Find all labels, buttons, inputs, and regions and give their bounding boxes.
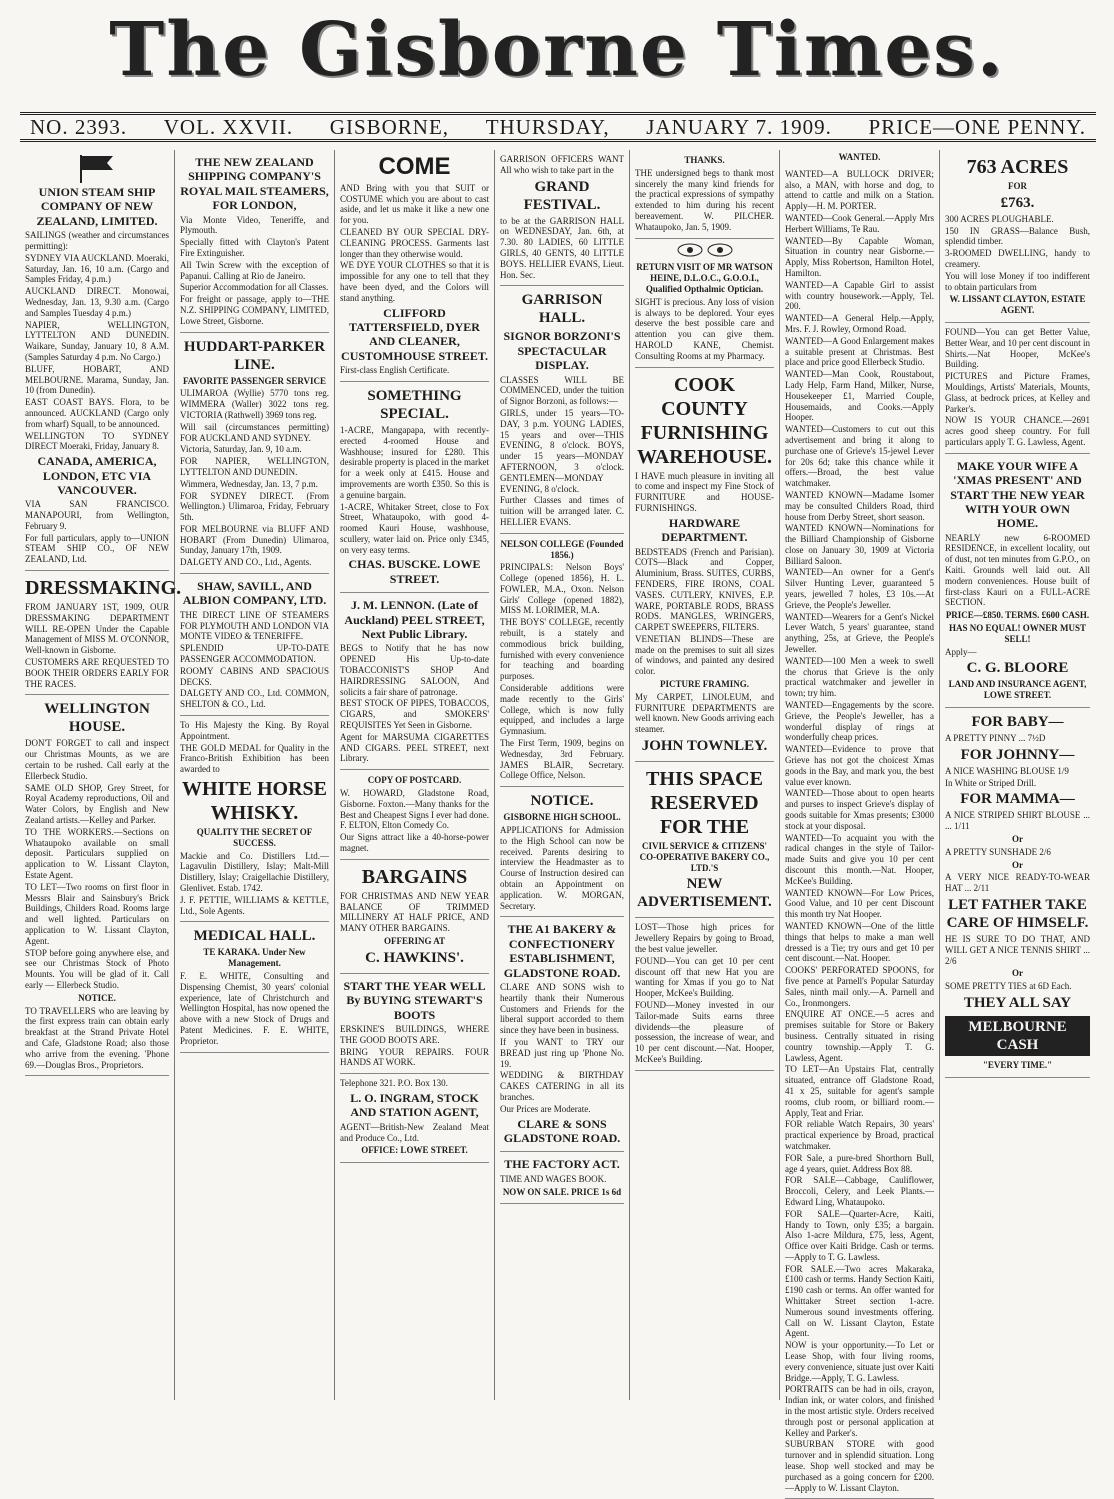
xmas-bargains: FOR CHRISTMAS AND NEW YEAR BALANCE OF TRIMMED MILLINERY AT HALF PRICE, AND MANY OTHER BARGAINS.	[340, 890, 489, 934]
lennon-ad	[340, 593, 489, 770]
melbourne-cash: MELBOURNE CASH	[945, 1016, 1090, 1056]
hp-vic: Victoria, Saturday, Jan. 9, 10 a.m.	[180, 444, 302, 455]
ingram: L. O. INGRAM, STOCK AND STATION AGENT,	[350, 1090, 479, 1120]
wanted-10: WANTED KNOWN—Nominations for the Billiard Championship of Gisborne close on January 30, 1909 at Victoria Billiard Saloon.	[785, 523, 934, 566]
cooks-spoons: COOKS' PERFORATED SPOONS, for five pence at Parnell's Popular Saturday Sales, ninth mail only.—A. Parnell and Co., Ironmongers.	[785, 965, 934, 1008]
shaw-savill-ad	[180, 574, 329, 716]
hall: GARRISON HALL.	[521, 292, 603, 327]
wanted-5: WANTED—A General Help.—Apply, Mrs. F. J. Rowley, Ormond Road.	[785, 313, 934, 334]
usc-canada: CANADA, AMERICA, LONDON, ETC VIA VANCOUVER.	[37, 454, 157, 497]
wanted-9: WANTED KNOWN—Madame Isomer may be consulted Childers Road, third house from Derby Street, short season.	[785, 489, 934, 522]
column-3	[335, 150, 495, 1400]
clifford: CLIFFORD TATTERSFIELD, DYER AND CLEANER, CUSTOMHOUSE STREET.	[341, 305, 488, 363]
newspaper-title: The Gisborne Times.	[109, 7, 1005, 93]
portraits: PORTRAITS can be had in oils, crayon, Indian ink, or water colors, and finished in the most artistic style. Orders received through post or personal application at Kelley and Parker's.	[785, 1384, 934, 1438]
or-1: Or	[1012, 834, 1023, 845]
hardware-text: BEDSTEADS (French and Parisian). COTS—Black and Copper, Aluminium, Brass. SUITES, CURBS, FENDERS, FIRE IRONS, COAL VASES. CUTLERY, KNIVES, E.P. WARE, PORTABLE RODS, BRASS RODS. MANGLES, WRINGERS, CARPET SWEEPERS, FILTERS.	[635, 546, 774, 633]
sa-agents: DALGETY AND CO., Ltd. COMMON, SHELTON & CO., Ltd.	[180, 688, 329, 710]
thanks-text: THE undersigned begs to thank most sincerely the many kind friends for the practical expressions of sympathy extended to him during his recent bereavement. W. PILCHER. Whataupoko, Jan. 5, 1909.	[635, 167, 774, 232]
now-opportunity: NOW is your opportunity.—To Let or Lease Shop, with four living rooms, every convenience, situate just over Kaiti Bridge.—Apply, T. G. Lawless.	[785, 1340, 934, 1383]
nz-title: THE NEW ZEALAND SHIPPING COMPANY'S ROYAL MAIL STEAMERS, FOR LONDON,	[180, 155, 329, 213]
hp-service: FAVORITE PASSENGER SERVICE	[182, 375, 327, 386]
wanted-list	[785, 165, 934, 1499]
travellers: TO TRAVELLERS who are leaving by the first express train can obtain early breakfast at the Strand Private Hotel and Cafe, Gladstone Road; also those who arrive from the evening. 'Phone 69.—Douglas Bros., Proprietors.	[25, 1005, 169, 1070]
postcard-title: COPY OF POSTCARD.	[367, 775, 462, 786]
nz-twin: All Twin Screw with the exception of Papanui. Calling at Rio de Janeiro.	[180, 259, 329, 281]
civil-service: CIVIL SERVICE & CITIZENS' CO-OPERATIVE BAKERY CO., LTD.'S	[639, 841, 770, 873]
usc-p6: WELLINGTON TO SYDNEY DIRECT Moeraki, Friday, January 8.	[25, 430, 169, 452]
high-school-ad	[500, 787, 624, 917]
nelson-college-ad	[500, 534, 624, 788]
wanted-6: WANTED—A Good Enlargement makes a suitable present at Christmas. Best place and price good Ellerbeck Studio.	[785, 335, 934, 368]
volume: VOL. XXVII.	[163, 114, 294, 139]
wanted-14: WANTED—Engagements by the score. Grieve, the People's Jeweller, has a wonderful display of rings at wonderfully cheap prices.	[785, 700, 934, 743]
wanted-2: WANTED—Cook General.—Apply Mrs Herbert Williams, Te Rau.	[785, 212, 934, 234]
wh-2: SAME OLD SHOP, Grey Street, for Royal Academy reproductions, Oil and Water Colors, by English and New Zealand artists.—Kelley and Parker.	[25, 782, 169, 826]
dressmaking-customers: CUSTOMERS ARE REQUESTED TO BOOK THEIR ORDERS EARLY FOR THE RACES.	[25, 657, 169, 689]
mamma: FOR MAMMA—	[960, 791, 1075, 808]
sale-3: FOR SALE—Quarter-Acre, Kaiti, Handy to Town, only £35; a bargain. Also 1-acre Mildura, £75, less, Agent, Office over Kaiti Bridge. Cash or terms.—Apply to T. G. Lawless.	[785, 1208, 934, 1262]
carpet: My CARPET, LINOLEUM, and FURNITURE DEPARTMENTS are well known. New Goods arriving each steamer.	[635, 691, 774, 735]
something-special-ad	[340, 382, 489, 593]
whisky-quality: QUALITY THE SECRET OF SUCCESS.	[196, 827, 313, 848]
usc-p5: EAST COAST BAYS. Flora, to be announced. AUCKLAND (Cargo only from wharf) Squall, to be announced.	[25, 397, 169, 429]
wellington-house-ad	[25, 695, 169, 1076]
bargains-ad	[340, 860, 489, 974]
sa-spl: SPLENDID UP-TO-DATE PASSENGER ACCOMMODATION.	[180, 643, 329, 665]
marsuma: Agent for MARSUMA CIGARETTES AND CIGARS. PEEL STREET, next Library.	[340, 731, 489, 764]
wanted-1: WANTED—A BULLOCK DRIVER; also, a MAN, with horse and dog, to attend to cattle and milk on a Station. Apply—H. M. PORTER.	[785, 168, 934, 212]
signs: Our Signs attract like a 40-horse-power magnet.	[340, 832, 489, 853]
bloore: C. G. BLOORE	[966, 660, 1069, 677]
wanted-12: WANTED—Wearers for a Gent's Nickel Lever Watch, 5 years' guarantee, stand anything, 25s, at Grieve, the People's Jeweller.	[785, 611, 934, 655]
sight: SIGHT is precious. Any loss of vision is always to be deplored. Your eyes deserve the best possible care and attention you can give them. HAROLD KANE, Chemist. Consulting Rooms at my Pharmacy.	[635, 296, 774, 361]
townley: JOHN TOWNLEY.	[641, 738, 768, 755]
cook-county-ad	[635, 368, 774, 763]
lennon: J. M. LENNON. (Late of Auckland) PEEL STREET, Next Public Library.	[344, 598, 485, 642]
cook-text: I HAVE much pleasure in inviting all to come and inspect my Fine Stock of FURNITURE and HOUSE-FURNISHINGS.	[635, 470, 774, 513]
wanted-18: WANTED KNOWN—For Low Prices, Good Value, and 10 per cent Discount this month try Nat Hooper.	[785, 887, 934, 920]
dressmaking-ad	[25, 571, 182, 695]
white-horse-ad	[180, 716, 329, 922]
clayton: W. LISSANT CLAYTON, ESTATE AGENT.	[949, 294, 1086, 316]
bloore-sub: LAND AND INSURANCE AGENT, LOWE STREET.	[948, 679, 1087, 701]
come-ad	[340, 150, 489, 382]
special-title: SOMETHING SPECIAL.	[367, 387, 462, 422]
acres-ad	[945, 150, 1090, 323]
wanted-13: WANTED—100 Men a week to swell the chorus that Grieve is the only practical watchmaker and jeweller in town; try him.	[785, 655, 934, 699]
borzoni: SIGNOR BORZONI'S SPECTACULAR DISPLAY.	[503, 329, 621, 373]
wanted-4: WANTED—A Capable Girl to assist with country housework.—Apply, Tel. 200.	[785, 279, 934, 312]
festival: GRAND FESTIVAL.	[523, 178, 601, 213]
flag-icon	[77, 153, 117, 183]
cook-title: COOK COUNTY FURNISHING WAREHOUSE.	[636, 373, 773, 468]
column-2	[175, 150, 335, 1400]
wanted-8: WANTED—Customers to cut out this advertisement and bring it along to purchase one of Grieve's 15-jewel Lever for 20s 6d; take this chance while it offers.—Broad, the best value watchmaker.	[785, 424, 934, 489]
festival-text: to be at the GARRISON HALL on WEDNESDAY, Jan. 6th, at 7.30. 80 LADIES, 60 LITTLE GIRLS, 40 GENTS, 40 LITTLE BOYS. HELLIER EVANS, Lieut. Hon. Sec.	[500, 215, 624, 280]
price: PRICE—ONE PENNY.	[868, 114, 1086, 139]
hp-syd: FOR SYDNEY DIRECT. (From Wellington.) Ulimaroa, Friday, February 5th.	[180, 490, 329, 523]
prices: Our Prices are Moderate.	[500, 1103, 591, 1114]
nz-via: Via Monte Video, Teneriffe, and Plymouth.	[180, 214, 329, 236]
masthead	[0, 0, 1114, 100]
wh-4: TO LET—Two rooms on first floor in Messrs Blair and Sainsbury's Brick Buildings, Childers Road. Rooms large and well lighted. Particulars on application to W. Lissant Clayton, Agent.	[25, 881, 169, 946]
sale-4: FOR SALE.—Two acres Makaraka, £100 cash or terms. Handy Section Kaiti, £190 cash or terms. An offer wanted for Whittaker Street section 1-acre. Numerous sound investments offering. Call on W. Lissant Clayton, Estate Agent.	[785, 1263, 934, 1339]
nz-shipping-ad	[180, 150, 329, 333]
dressmaking-title: DRESSMAKING.	[25, 577, 182, 600]
usc-full: For full particulars, apply to—UNION STEAM SHIP CO., OF NEW ZEALAND, Ltd.	[25, 532, 169, 565]
hp-ships: ULIMAROA (Wyllie) 5770 tons reg. WIMMERA (Waller) 3022 tons reg. VICTORIA (Rathwell) 3969 tons reg.	[180, 388, 329, 420]
begs: BEGS to Notify that he has now OPENED His Up-to-date TOBACCONIST'S SHOP And HAIRDRESSING SALOON, And solicits a fair share of patronage.	[340, 643, 489, 697]
apply: Apply—	[945, 646, 977, 657]
shirt-blouse: A NICE STRIPED SHIRT BLOUSE ... ... 1/11	[945, 810, 1090, 832]
weekday: THURSDAY,	[485, 114, 610, 139]
additions: Considerable additions were made recently to the Girls' College, which is now fully equipped, and includes a large Gymnasium.	[500, 683, 624, 737]
chance: NOW IS YOUR CHANCE.—2691 acres good sheep country. For full particulars apply T. G. Lawless, Agent.	[945, 415, 1090, 447]
column-7	[940, 150, 1095, 1400]
principals: PRINCIPALS: Nelson Boys' College (opened 1856), H. L. FOWLER, M.A., Oxon. Nelson Girls' College (opened 1882), MISS M. LORIMER, M.A.	[500, 562, 624, 616]
mh-title: MEDICAL HALL.	[193, 928, 316, 945]
issue-number: NO. 2393.	[30, 114, 128, 139]
dwelling: 3-ROOMED DWELLING, handy to creamery.	[945, 248, 1090, 269]
reserved-ad	[635, 762, 774, 918]
ghs-text: APPLICATIONS for Admission to the High School can now be received. Parents desiring to interview the Headmaster as to Course of Instruction desired can obtain an Appointment on application. W. MORGAN, Secretary.	[500, 825, 624, 911]
column-1	[20, 150, 182, 1400]
clare-sons: CLARE & SONS GLADSTONE ROAD.	[503, 1116, 621, 1145]
every-time: "EVERY TIME."	[982, 1060, 1053, 1070]
usc-sf: VIA SAN FRANCISCO. MANAPOURI, from Wellington, February 9.	[25, 499, 169, 531]
factory: THE FACTORY ACT.	[504, 1157, 620, 1172]
union-steam-ad	[25, 150, 169, 571]
special-1: 1-ACRE, Mangapapa, with recently-erected 4-roomed House and Washhouse; insured for £280. This desirable property is placed in the market for a week only at £415. House and improvements are worth £350. So this is a genuine bargain.	[340, 424, 489, 500]
ingram-ad	[340, 1074, 489, 1163]
issue-date: JANUARY 7. 1909.	[646, 114, 832, 139]
howard: W. HOWARD, Gladstone Road, Gisborne. Foxton.—Many thanks for the Best and Cheapest Signs I ever had done. F. ELTON, Elton Comedy Co.	[340, 788, 489, 831]
buscke: CHAS. BUSCKE. LOWE STREET.	[348, 557, 481, 586]
hp-nap: FOR NAPIER, WELLINGTON, LYTTELTON AND DUNEDIN.	[180, 456, 329, 477]
no-equal: HAS NO EQUAL! OWNER MUST SELL!	[948, 623, 1086, 644]
wanted-17: WANTED—To acquaint you with the radical changes in the style of Tailor-made Suits and give you 10 per cent discount this month.—Nat. Hooper, McKee's Building.	[785, 832, 934, 886]
girls: GIRLS, under 15 years—TO-DAY, 3 p.m. YOUNG LADIES, 15 years and over—THIS EVENING, 8 o'clock. BOYS, under 15 years—MONDAY AFTERNOON, 3 o'clock. GENTLEMEN—MONDAY EVENING, 8 o'clock.	[500, 407, 624, 494]
wanted-3: WANTED—By Capable Woman, Situation in country near Gisborne.—Apply, Miss Robertson, Hamilton Hotel, Hamilton.	[785, 235, 934, 278]
wanted-16: WANTED—Those about to open hearts and purses to inspect Grieve's display of goods suitable for Xmas presents; £3000 stock at your disposal.	[785, 788, 934, 831]
family-ad	[945, 708, 1090, 1078]
pinny: A PRETTY PINNY ... 7½D	[945, 733, 1046, 744]
repairs: BRING YOUR REPAIRS. FOUR HANDS AT WORK.	[340, 1046, 489, 1068]
hawkins: C. HAWKINS'.	[365, 949, 464, 966]
they-all-say: THEY ALL SAY	[963, 995, 1072, 1011]
baby: FOR BABY—	[971, 714, 1064, 731]
royal: To His Majesty the King. By Royal Appointment.	[180, 720, 329, 741]
space-reserved: THIS SPACE RESERVED FOR THE	[646, 768, 763, 839]
wedding: WEDDING & BIRTHDAY CAKES CATERING in all its branches.	[500, 1070, 624, 1102]
thanks: THANKS.	[684, 155, 725, 165]
further: Further Classes and times of tuition will be arranged later. C. HELLIER EVANS.	[500, 495, 624, 527]
hp-agents: DALGETY AND CO., Ltd., Agents.	[180, 557, 312, 568]
framing: PICTURE FRAMING.	[660, 679, 749, 690]
pettie: J. F. PETTIE, WILLIAMS & KETTLE, Ltd., Sole Agents.	[180, 894, 329, 916]
hp-wim: Wimmera, Wednesday, Jan. 13, 7 p.m.	[180, 478, 318, 489]
gold-medal: THE GOLD MEDAL for Quality in the Franco-British Exhibition has been awarded to	[180, 742, 329, 775]
sa-text: THE DIRECT LINE OF STEAMERS FOR PLYMOUTH AND LONDON VIA MONTE VIDEO & TENERIFFE.	[180, 609, 329, 642]
sunshade: A PRETTY SUNSHADE 2/6	[945, 846, 1051, 857]
hp-mel: FOR MELBOURNE via BLUFF AND HOBART (From Dunedin) Ulimaroa, Sunday, January 17th, 1909.	[180, 523, 329, 556]
sa-rooms: ROOMY CABINS AND SPACIOUS DECKS.	[180, 665, 329, 687]
tennis-shirt: HE IS SURE TO DO THAT, AND WILL GET A NICE TENNIS SHIRT ... 2/6	[945, 934, 1090, 966]
sa-title: SHAW, SAVILL, AND ALBION COMPANY, LTD.	[182, 579, 327, 608]
father: LET FATHER TAKE CARE OF HIMSELF.	[946, 897, 1089, 932]
wanted-7: WANTED—Man Cook, Roustabout, Lady Help, Farm Hand, Milker, Nurse, Housekeeper £1, Married Couple, Housemaids, and Cooks.—Apply Hooper.	[785, 369, 934, 423]
cleaned: CLEANED BY OUR SPECIAL DRY-CLEANING PROCESS. Garments last longer than they otherwise would.	[340, 226, 489, 259]
found-2: FOUND—Money invested in our Tailor-made Suits earns three dividends—the pleasure of possession, the increase of wear, and 10 per cent discount.—Nat. Hooper, McKee's Building.	[635, 1000, 774, 1065]
column-6	[780, 150, 940, 1493]
dye: WE DYE YOUR CLOTHES so that it is impossible for any one to tell that they have been dyed, and the Colors will stand anything.	[340, 260, 489, 303]
nearly-new: NEARLY new 6-ROOMED RESIDENCE, in excellent locality, out of dust, not ten minutes from G.P.O., on Kaiti. Grounds well laid out. All modern conveniences. House built of first-class Kauri on a FULL-ACRE SECTION.	[945, 532, 1090, 608]
wages: TIME AND WAGES BOOK.	[500, 1173, 607, 1184]
classes: CLASSES WILL BE COMMENCED, under the tuition of Signor Borzoni, as follows:—	[500, 374, 624, 407]
clare: CLARE AND SONS wish to heartily thank their Numerous Customers and Friends for the liberal support accorded to them since they have been in business.	[500, 981, 624, 1036]
bread: If you WANT to TRY our BREAD just ring up 'Phone No. 19.	[500, 1036, 624, 1069]
return-visit: RETURN VISIT OF MR WATSON HEINE, D.L.O.C., G.O.O.I., Qualified Opthalmic Optician.	[636, 262, 773, 294]
now-on-sale: NOW ON SALE. PRICE 1s 6d	[502, 1186, 622, 1197]
acres-price: £763.	[1000, 194, 1035, 211]
offering: OFFERING AT	[383, 935, 446, 946]
mackie: Mackie and Co. Distillers Ltd.—Lagavulin Distillery, Islay; Malt-Mill Distillery, Islay; Craigellachie Distillery, Glenlivet. Estab. 1742.	[180, 850, 329, 893]
wanted-11: WANTED—An owner for a Gent's Silver Hunting Lever, guaranteed 5 years, jewelled 7 holes, £3 10s.—At Grieve, the People's Jeweller.	[785, 567, 934, 610]
found-shirts: FOUND—You can get Better Value, Better Wear, and 10 per cent discount in Shirts.—Nat Hooper, McKee's Building.	[945, 326, 1090, 370]
column-4	[495, 150, 630, 1400]
nz-fitted: Specially fitted with Clayton's Patent Fire Extinguisher.	[180, 237, 329, 258]
wanted-19: WANTED KNOWN—One of the little things that helps to make a man well dressed is a Tie; try ours and get 10 per cent discount.—Nat. Hooper.	[785, 920, 934, 964]
stewart-boots-ad	[340, 974, 489, 1074]
place: GISBORNE,	[329, 114, 450, 139]
hp-title: HUDDART-PARKER LINE.	[183, 338, 326, 373]
usc-p4: BLUFF, HOBART, AND MELBOURNE. Marama, Sunday, Jan. 10 (from Dunedin).	[25, 363, 169, 396]
or-2: Or	[1012, 859, 1023, 870]
pictures: PICTURES and Picture Frames, Mouldings, Artists' Materials, Mounts, Glass, at bedrock prices, at Kelley and Parker's.	[945, 371, 1090, 414]
mh-sub: TE KARAKA. Under New Management.	[203, 947, 306, 969]
thanks-ad	[635, 150, 774, 239]
or-3: Or	[1012, 968, 1023, 979]
cert: First-class English Certificate.	[340, 365, 450, 376]
nz-superior: Superior Accommodation for all Classes.	[180, 282, 329, 293]
blouse-1: A NICE WASHING BLOUSE 1/9	[945, 765, 1069, 776]
erskine: ERSKINE'S BUILDINGS, WHERE THE GOOD BOOTS ARE.	[340, 1023, 489, 1045]
grass: 150 IN GRASS—Balance Bush, splendid timber.	[945, 225, 1090, 247]
wh-3: TO THE WORKERS.—Sections on Whataupoko available on small deposit. Particulars supplied on application to W. Lissant Clayton, Estate Agent.	[25, 826, 169, 880]
come-title: COME	[378, 153, 451, 180]
start-year: START THE YEAR WELL By BUYING STEWART'S BOOTS	[343, 978, 486, 1022]
wh-1: DON'T FORGET to call and inspect our Christmas Mounts, as we are certain to be rushed. Call early at the Ellerbeck Studio.	[25, 738, 169, 781]
garrison-hall-ad	[500, 286, 624, 533]
wh-5: STOP before going anywhere else, and see our Christmas Stock of Photo Mounts. You will be glad of it. Call early — Ellerbeck Studio.	[25, 947, 169, 990]
found-1: FOUND—You can get 10 per cent discount off that new Hat you are wanting for Xmas if you go to Nat Hooper, McKee's Building.	[635, 955, 774, 999]
sale-1: FOR Sale, a pure-bred Shorthorn Bull, age 4 years, quiet. Address Box 88.	[785, 1152, 934, 1174]
postcard-ad	[340, 770, 489, 860]
best-stock: BEST STOCK OF PIPES, TOBACCOS, CIGARS, and SMOKERS' REQUISITES Yet Seen in Gisborne.	[340, 698, 489, 731]
wanted-15: WANTED—Evidence to prove that Grieve has not got the choicest Xmas goods in the Bay, and mark you, the best value ever known.	[785, 744, 934, 787]
dressmaking-text: FROM JANUARY 1ST, 1909, OUR DRESSMAKING DEPARTMENT WILL RE-OPEN Under the Capable Management of MISS M. O'CONNOR, Well-known in Gisborne.	[25, 602, 169, 656]
misc-ads	[945, 323, 1090, 454]
come-text: AND Bring with you that SUIT or COSTUME which you are about to cast aside, and let us make it like a new one for you.	[340, 182, 489, 226]
ghs-notice: NOTICE.	[530, 793, 594, 810]
ingram-office: OFFICE: LOWE STREET.	[361, 1145, 468, 1156]
wife-ad	[945, 454, 1090, 708]
garrison: GARRISON OFFICERS WANT All who wish to take part in the	[500, 154, 624, 175]
nz-freight: For freight or passage, apply to—THE N.Z. SHIPPING COMPANY, LIMITED, Lowe Street, Gisborne.	[180, 294, 329, 326]
eyes-icon	[675, 242, 735, 258]
notice-title: NOTICE.	[78, 992, 116, 1003]
a1-bakery-ad	[500, 917, 624, 1152]
to-let: TO LET—An Upstairs Flat, centrally situated, entrance off Gladstone Road, 41 x 25, suitable for agent's sample rooms, club room, or billiard room.—Apply, Teat and Friar.	[785, 1064, 934, 1118]
lost: LOST—Those high prices for Jewellery Repairs by going to Broad, the best value jeweller.	[635, 922, 774, 955]
huddart-parker-ad	[180, 333, 329, 575]
optician-ad	[635, 239, 774, 368]
reliable: FOR reliable Watch Repairs, 30 years' practical experience by Broad, practical watchmaker.	[785, 1119, 934, 1151]
hp-mail: Will sail (circumstances permitting) FOR AUCKLAND AND SYDNEY.	[180, 421, 329, 443]
suburban: SUBURBAN STORE with good turnover and in splendid situation. Long lease. Shop well stocked and may be purchased as a going concern for £200.—Apply to W. Lissant Clayton.	[785, 1439, 934, 1493]
factory-act-ad	[500, 1152, 624, 1204]
special-2: 1-ACRE, Whitaker Street, close to Fox Street, Whataupoko, with good 4-roomed Kauri House, washhouse, scullery, water laid on. Price only £345, on very easy terms.	[340, 501, 489, 555]
wellington-house-title: WELLINGTON HOUSE.	[44, 701, 150, 736]
garrison-ad	[500, 150, 624, 286]
a1: THE A1 BAKERY & CONFECTIONERY ESTABLISHMENT, GLADSTONE ROAD.	[503, 922, 621, 980]
lose-money: You will lose Money if too indifferent to obtain particulars from	[945, 270, 1090, 292]
dateline	[20, 112, 1096, 142]
ingram-agent: AGENT—British-New Zealand Meat and Produce Co., Ltd.	[340, 1121, 489, 1143]
whisky-title: WHITE HORSE WHISKY.	[181, 778, 328, 825]
usc-sailings: SAILINGS (weather and circumstances permitting):	[25, 230, 169, 251]
bargains-title: BARGAINS	[361, 865, 468, 888]
ghs: GISBORNE HIGH SCHOOL.	[503, 812, 621, 823]
boys-college: THE BOYS' COLLEGE, recently rebuilt, is a stately and commodious brick building, furnished with every convenience for teaching and boarding purposes.	[500, 617, 624, 682]
johnny: FOR JOHNNY—	[960, 746, 1075, 763]
usc-p3: NAPIER, WELLINGTON, LYTTELTON AND DUNEDIN. Waikare, Sunday, January 10, 8 A.M. (Samples Saturday 4 p.m. No Cargo.)	[25, 319, 169, 362]
enquire: ENQUIRE AT ONCE.—5 acres and premises suitable for Store or Bakery business. Centrally situated in rising country township.—Apply T. G. Lawless, Agent.	[785, 1009, 934, 1063]
hat: A VERY NICE READY-TO-WEAR HAT ... 2/11	[945, 872, 1090, 894]
ties: SOME PRETTY TIES at 6D Each.	[945, 981, 1072, 992]
usc-title: UNION STEAM SHIP COMPANY OF NEW ZEALAND, LIMITED.	[36, 185, 158, 228]
column-5	[630, 150, 780, 1400]
term: The First Term, 1909, begins on Wednesday, 3rd February. JAMES BLAIR, Secretary. College Office, Nelson.	[500, 738, 624, 781]
make-wife: MAKE YOUR WIFE A 'XMAS PRESENT' AND START THE NEW YEAR WITH YOUR OWN HOME.	[950, 458, 1085, 531]
usc-p2: AUCKLAND DIRECT. Monowai, Wednesday, Jan. 13, 9.30 a.m. (Cargo and Samples Tuesday 4 p.m.)	[25, 286, 169, 318]
hardware: HARDWARE DEPARTMENT.	[661, 515, 748, 545]
ingram-tel: Telephone 321. P.O. Box 130.	[340, 1078, 448, 1089]
acres-for: FOR	[1008, 181, 1027, 191]
sale-2: FOR SALE—Cabbage, Cauliflower, Broccoli, Celery, and Leek Plants.—Edward Ling, Whataupoko.	[785, 1175, 934, 1207]
usc-p1: SYDNEY VIA AUCKLAND. Moeraki, Saturday, Jan. 16, 10 a.m. (Cargo and Samples Friday, 4 p.m.)	[25, 252, 169, 285]
medical-hall-ad	[180, 922, 329, 1052]
venetian: VENETIAN BLINDS—These are made on the premises to suit all sizes of windows, and painted any desired color.	[635, 633, 774, 677]
blouse-1b: In White or Striped Drill.	[945, 777, 1037, 788]
price-850: PRICE—£850. TERMS. £600 CASH.	[945, 610, 1090, 621]
mh-text: F. E. WHITE, Consulting and Dispensing Chemist, 30 years' colonial experience, late of Christchurch and Wellington Hospital, has now opened the above with a new Stock of Drugs and Patent Medicines. F. E. WHITE, Proprietor.	[180, 970, 329, 1046]
nelson: NELSON COLLEGE (Founded 1856.)	[500, 538, 624, 560]
new-ad: NEW ADVERTISEMENT.	[637, 876, 772, 911]
acres: 763 ACRES	[966, 156, 1069, 178]
wanted-heading: WANTED.	[838, 152, 881, 162]
lost-found-ad	[635, 918, 774, 1070]
ploughable: 300 ACRES PLOUGHABLE.	[945, 213, 1054, 224]
